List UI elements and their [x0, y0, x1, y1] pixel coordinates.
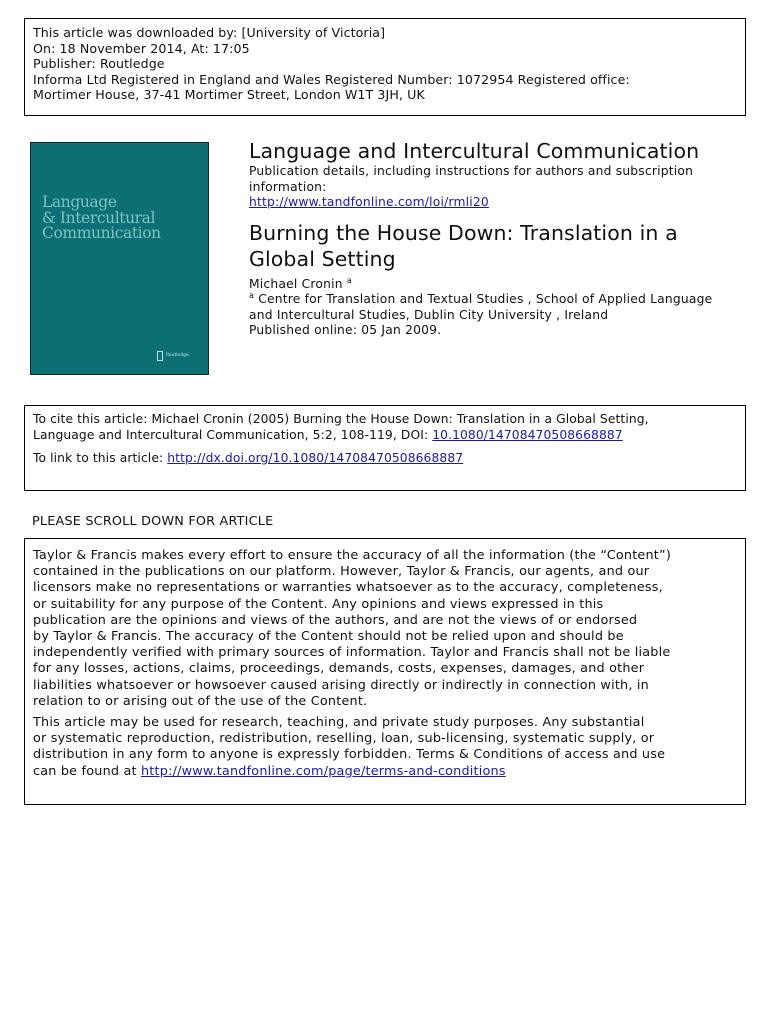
disclaimer-line: for any losses, actions, claims, proceedings, demands, costs, expenses, damages, and other [33, 661, 645, 677]
article-info [249, 138, 749, 339]
disclaimer-line: distribution in any form to anyone is expressly forbidden. Terms & Conditions of access and use [33, 747, 666, 763]
download-line: On: 18 November 2014, At: 17:05 [33, 40, 250, 56]
download-line: Informa Ltd Registered in England and Wales Registered Number: 1072954 Registered office: [33, 71, 630, 87]
article-title [249, 220, 749, 272]
disclaimer-line [33, 764, 737, 780]
download-line: Publisher: Routledge [33, 56, 165, 71]
disclaimer-box [24, 538, 746, 805]
disclaimer-line: by Taylor & Francis. The accuracy of the Content should not be relied upon and should be [33, 629, 624, 645]
affiliation-superscript: a [249, 290, 255, 300]
affiliation-line: Centre for Translation and Textual Studies , School of Applied Language [258, 292, 713, 306]
journal-title: Language and Intercultural Communication [249, 139, 700, 163]
download-line: This article was downloaded by: [University of Victoria] [33, 25, 386, 40]
routledge-logo-icon [157, 351, 163, 361]
publisher-logo [157, 351, 197, 362]
citation-line [33, 427, 737, 443]
article-title-line: Burning the House Down: Translation in a [249, 220, 678, 245]
cover-title-line: & Intercultural [42, 208, 156, 227]
citation-text: Language and Intercultural Communication, 5:2, 108-119, DOI: [33, 428, 433, 442]
scroll-down-notice: PLEASE SCROLL DOWN FOR ARTICLE [32, 514, 274, 529]
doi-link[interactable]: 10.1080/14708470508668887 [432, 428, 623, 442]
article-doi-url-link[interactable]: http://dx.doi.org/10.1080/14708470508668887 [167, 451, 464, 465]
author [249, 277, 749, 293]
article-link-line [33, 450, 737, 466]
author-name: Michael Cronin [249, 276, 343, 291]
disclaimer-line: Taylor & Francis makes every effort to ensure the accuracy of all the information (the “Content”) [33, 548, 672, 563]
cover-title-line: Language [42, 193, 117, 211]
disclaimer-line: or systematic reproduction, redistribution, reselling, loan, sub-licensing, systematic supply, or [33, 731, 655, 747]
citation-line: To cite this article: Michael Cronin (2005) Burning the House Down: Translation in a Global Setting, [33, 412, 649, 426]
journal-url-link[interactable]: http://www.tandfonline.com/loi/rmli20 [249, 195, 489, 209]
download-info-box [24, 18, 746, 116]
affiliation-line: and Intercultural Studies, Dublin City University , Ireland [249, 307, 609, 322]
disclaimer-line: publication are the opinions and views of the authors, and are not the views of or endorsed [33, 612, 638, 628]
author-superscript: a [346, 275, 352, 285]
publication-details: Publication details, including instructions for authors and subscription [249, 164, 694, 178]
citation-box [24, 405, 746, 491]
disclaimer-line: contained in the publications on our platform. However, Taylor & Francis, our agents, and our [33, 564, 650, 580]
disclaimer-line: or suitability for any purpose of the Content. Any opinions and views expressed in this [33, 596, 604, 612]
disclaimer-line: licensors make no representations or warranties whatsoever as to the accuracy, completeness, [33, 580, 663, 596]
disclaimer-line: liabilities whatsoever or howsoever caused arising directly or indirectly in connection with, in [33, 677, 649, 693]
cover-title-line: Communication [42, 224, 161, 242]
terms-and-conditions-link[interactable]: http://www.tandfonline.com/page/terms-and-conditions [141, 763, 506, 779]
download-line: Mortimer House, 37-41 Mortimer Street, London W1T 3JH, UK [33, 87, 425, 102]
disclaimer-line: This article may be used for research, teaching, and private study purposes. Any substantial [33, 715, 645, 731]
article-title-line: Global Setting [249, 246, 396, 271]
disclaimer-line: relation to or arising out of the use of the Content. [33, 693, 368, 709]
article-link-label: To link to this article: [33, 451, 168, 465]
publisher-logo-text: Routledge [166, 353, 189, 358]
journal-cover-image [30, 142, 209, 375]
disclaimer-text: can be found at [33, 763, 141, 779]
affiliation [249, 292, 749, 308]
publication-details: information: [249, 179, 327, 194]
disclaimer-line: independently verified with primary sources of information. Taylor and Francis shall not be liable [33, 645, 671, 661]
published-online: Published online: 05 Jan 2009. [249, 323, 442, 337]
cover-title [42, 195, 209, 242]
